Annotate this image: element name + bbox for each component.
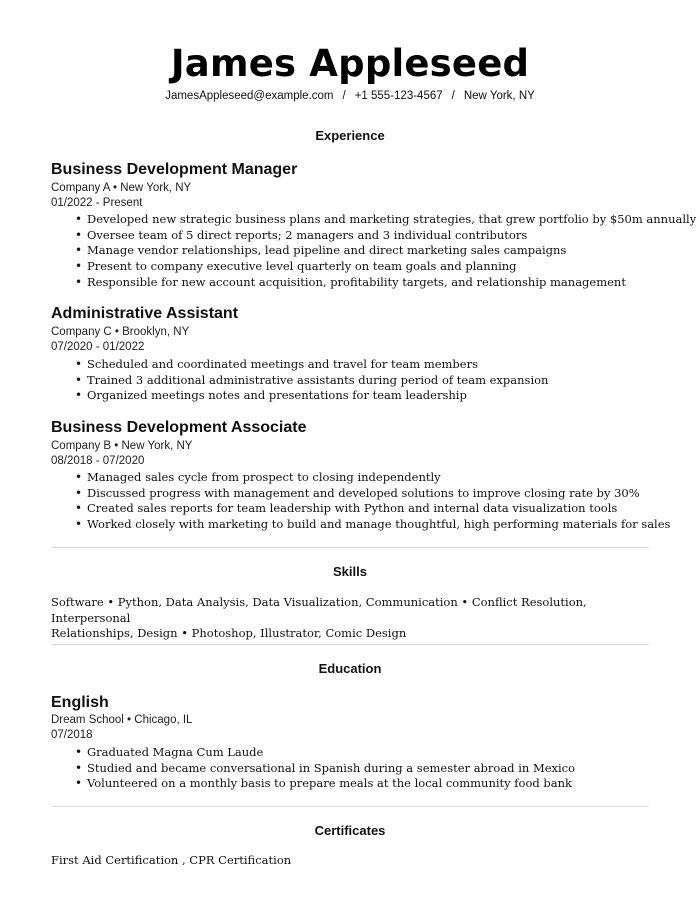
job-bullet-list <box>51 470 670 533</box>
job-title: Administrative Assistant <box>51 305 239 322</box>
education-date: 07/2018 <box>51 729 93 741</box>
certificates-text: First Aid Certification , CPR Certification <box>51 853 292 867</box>
education-bullet: • Graduated Magna Cum Laude <box>87 745 575 761</box>
certificates-heading: Certificates <box>314 823 386 838</box>
job-bullet: • Responsible for new account acquisition, profitability targets, and relationship management <box>87 275 696 291</box>
job-dates: 01/2022 - Present <box>51 197 143 209</box>
skills-line: Relationships, Design • Photoshop, Illustrator, Comic Design <box>51 626 407 641</box>
job-company: Company B • New York, NY <box>51 440 193 452</box>
phone-number[interactable]: +1 555-123-4567 <box>354 90 443 102</box>
skills-text <box>51 595 651 642</box>
job-bullet: • Present to company executive level quarterly on team goals and planning <box>87 259 696 275</box>
job-bullet-list <box>51 212 696 290</box>
job-bullet: • Manage vendor relationships, lead pipeline and direct marketing sales campaigns <box>87 243 696 259</box>
contact-separator: / <box>342 90 346 102</box>
skills-heading: Skills <box>333 564 367 579</box>
job-bullet: • Managed sales cycle from prospect to closing independently <box>87 470 670 486</box>
job-dates: 07/2020 - 01/2022 <box>51 341 145 353</box>
candidate-name: James Appleseed <box>170 42 530 85</box>
section-divider <box>51 806 649 807</box>
job-bullet: • Discussed progress with management and developed solutions to improve closing rate by 30% <box>87 486 670 502</box>
email-link[interactable]: JamesAppleseed@example.com <box>165 90 334 102</box>
school-line: Dream School • Chicago, IL <box>51 714 193 726</box>
job-company: Company A • New York, NY <box>51 182 192 194</box>
job-bullet: • Trained 3 additional administrative assistants during period of team expansion <box>87 373 548 389</box>
job-title: Business Development Manager <box>51 161 298 178</box>
job-bullet: • Worked closely with marketing to build and manage thoughtful, high performing materials for sales <box>87 517 670 533</box>
contact-separator: / <box>451 90 455 102</box>
job-bullet: • Created sales reports for team leadership with Python and internal data visualization tools <box>87 501 670 517</box>
education-heading: Education <box>318 661 382 676</box>
job-bullet-list <box>51 357 548 404</box>
section-divider <box>51 644 649 645</box>
experience-heading: Experience <box>315 128 385 143</box>
skills-line: Software • Python, Data Analysis, Data Visualization, Communication • Conflict Resolution, Interpersonal <box>51 595 587 625</box>
job-bullet: • Oversee team of 5 direct reports; 2 managers and 3 individual contributors <box>87 228 696 244</box>
section-divider <box>51 547 649 548</box>
education-bullet-list <box>51 745 575 792</box>
job-bullet: • Developed new strategic business plans and marketing strategies, that grew portfolio by $50m annually <box>87 212 696 228</box>
job-dates: 08/2018 - 07/2020 <box>51 455 145 467</box>
contact-line <box>0 90 700 102</box>
education-bullet: • Volunteered on a monthly basis to prepare meals at the local community food bank <box>87 776 575 792</box>
degree-title: English <box>51 694 109 711</box>
job-bullet: • Scheduled and coordinated meetings and travel for team members <box>87 357 548 373</box>
education-bullet: • Studied and became conversational in Spanish during a semester abroad in Mexico <box>87 761 575 777</box>
job-bullet: • Organized meetings notes and presentations for team leadership <box>87 388 548 404</box>
job-title: Business Development Associate <box>51 419 307 436</box>
location: New York, NY <box>463 90 535 102</box>
job-company: Company C • Brooklyn, NY <box>51 326 190 338</box>
